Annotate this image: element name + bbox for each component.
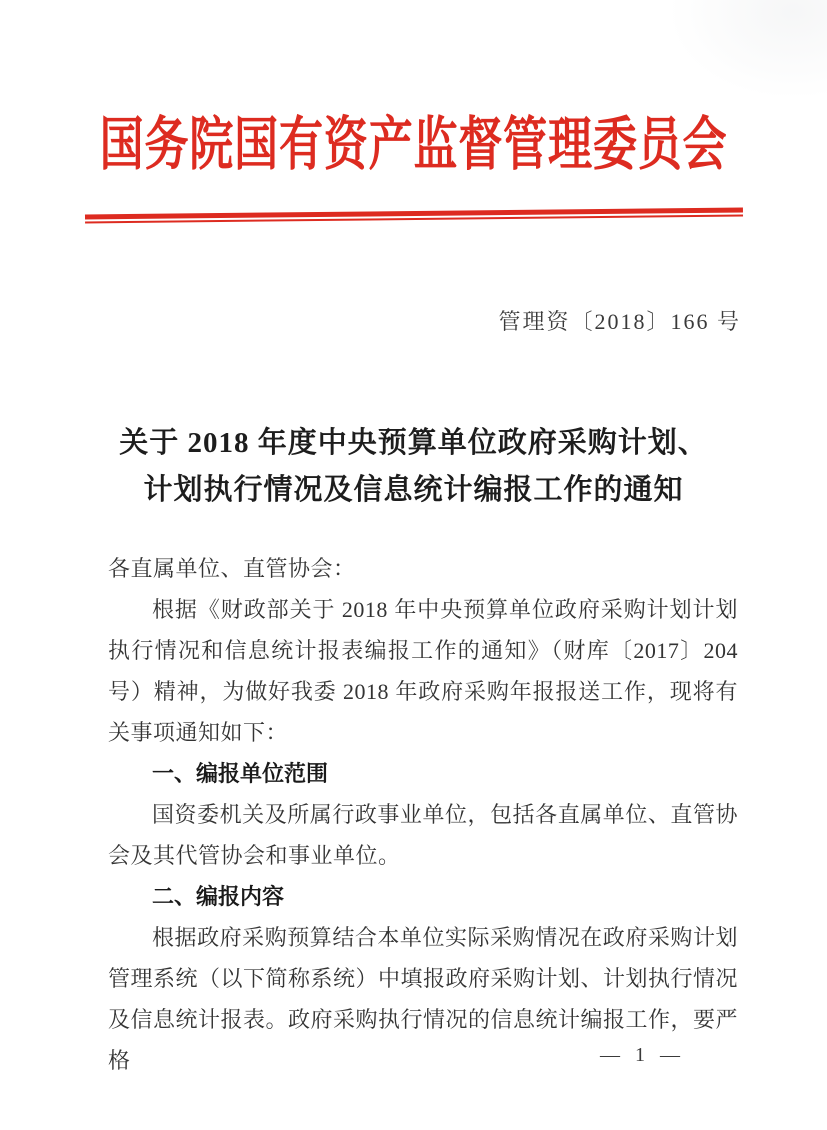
section-heading-1: 一、编报单位范围 xyxy=(152,761,329,786)
letterhead-rule xyxy=(85,208,743,224)
document-body xyxy=(108,548,738,1081)
doc-title xyxy=(0,420,827,514)
paragraph-scope: 国资委机关及所属行政事业单位，包括各直属单位、直管协会及其代管协会和事业单位。 xyxy=(108,802,738,868)
scan-artifact xyxy=(667,0,827,100)
doc-title-line2: 计划执行情况及信息统计编报工作的通知 xyxy=(143,474,684,506)
page-number: — 1 — xyxy=(600,1044,685,1066)
paragraph-basis: 根据《财政部关于 2018 年中央预算单位政府采购计划计划执行情况和信息统计报表编报工作的通知》（财库〔2017〕204 号）精神，为做好我委 2018 年政府采购年报报送工作，现将有关事项通知如下： xyxy=(108,597,738,745)
doc-title-line1: 关于 2018 年度中央预算单位政府采购计划、 xyxy=(119,427,708,459)
salutation: 各直属单位、直管协会： xyxy=(108,556,356,581)
letterhead-org-name: 国务院国有资产监督管理委员会 xyxy=(99,112,728,177)
paragraph-content: 根据政府采购预算结合本单位实际采购情况在政府采购计划管理系统（以下简称系统）中填报政府采购计划、计划执行情况及信息统计报表。政府采购执行情况的信息统计编报工作，要严格 xyxy=(108,925,739,1073)
doc-number: 管理资〔2018〕166 号 xyxy=(498,309,741,334)
section-heading-2: 二、编报内容 xyxy=(152,884,285,909)
